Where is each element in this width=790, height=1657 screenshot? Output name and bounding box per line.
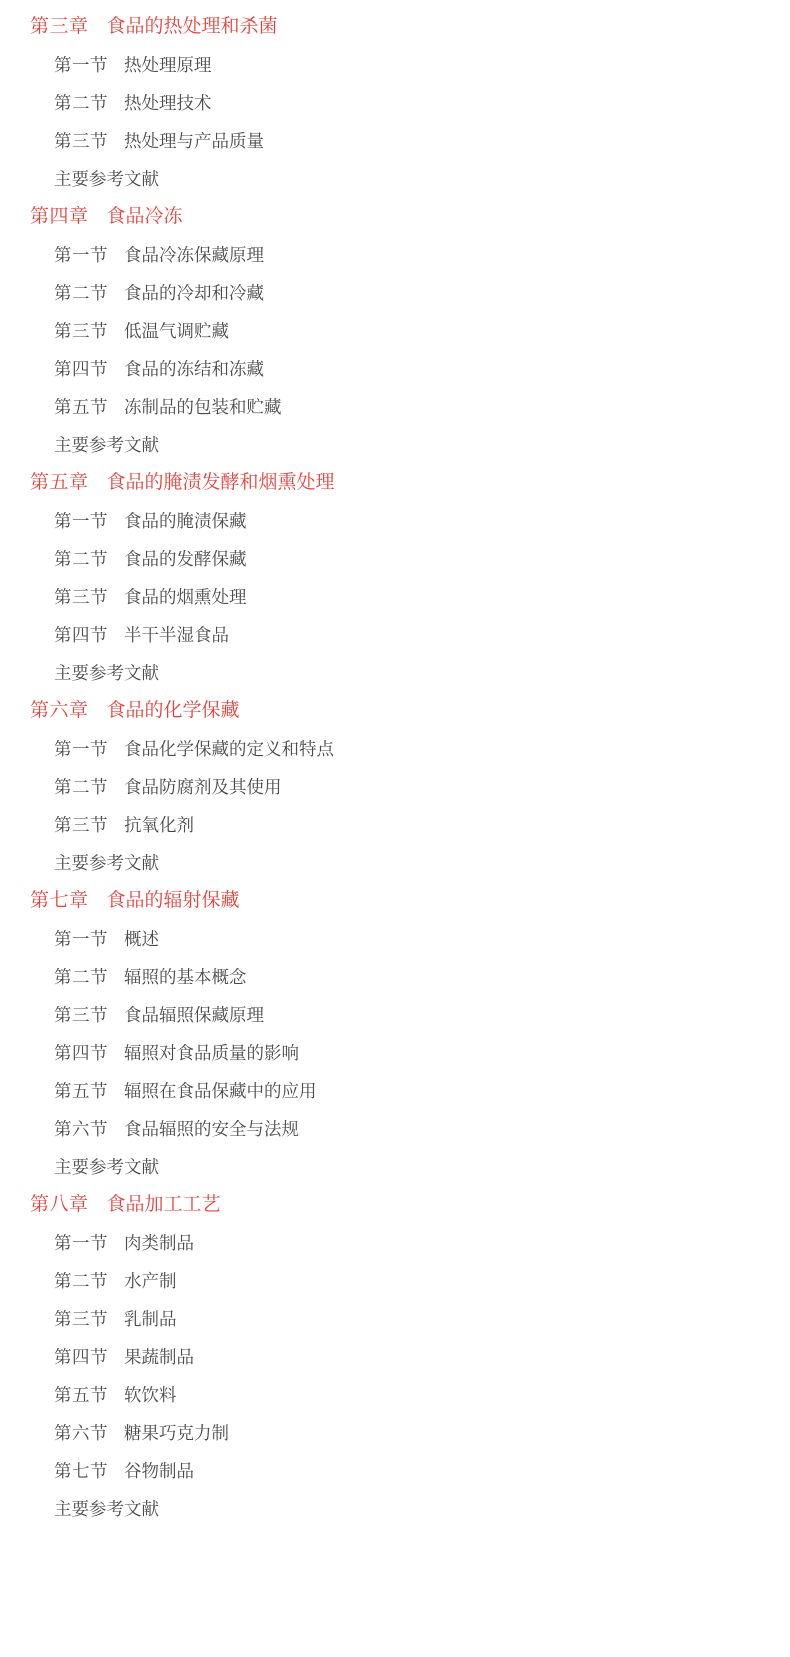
references-entry[interactable]: 主要参考文献 [54,853,159,873]
section-title-text: 糖果巧克力制 [124,1423,229,1443]
section-title-text: 食品的冻结和冻藏 [124,359,264,379]
chapter-heading[interactable] [0,692,790,730]
section-entry[interactable] [0,1224,790,1262]
section-entry[interactable] [0,312,790,350]
section-title-text: 低温气调贮藏 [124,321,229,341]
section-entry[interactable] [0,236,790,274]
chapter-title-text: 食品冷冻 [106,206,183,227]
section-number: 第五节 [54,1081,108,1101]
section-number: 第四节 [54,1347,108,1367]
section-number: 第四节 [54,359,108,379]
section-number: 第一节 [54,511,108,531]
section-entry[interactable] [0,1034,790,1072]
section-number: 第一节 [54,929,108,949]
section-entry[interactable] [0,1300,790,1338]
chapter-block [0,1186,790,1528]
section-title-text: 谷物制品 [124,1461,194,1481]
section-title-text: 食品辐照保藏原理 [124,1005,264,1025]
section-title-text: 果蔬制品 [124,1347,194,1367]
section-entry[interactable] [0,350,790,388]
section-number: 第一节 [54,245,108,265]
chapter-title-text: 食品加工工艺 [106,1194,221,1215]
chapter-title-text: 食品的腌渍发酵和烟熏处理 [106,472,335,493]
section-title-text: 食品的发酵保藏 [124,549,247,569]
section-title-text: 食品化学保藏的定义和特点 [124,739,334,759]
section-number: 第一节 [54,1233,108,1253]
chapter-number: 第七章 [30,890,89,911]
section-entry[interactable] [0,920,790,958]
section-number: 第三节 [54,587,108,607]
section-entry[interactable] [0,996,790,1034]
section-entry[interactable] [0,1262,790,1300]
references-entry[interactable]: 主要参考文献 [54,435,159,455]
references-entry[interactable]: 主要参考文献 [54,169,159,189]
section-title-text: 食品防腐剂及其使用 [124,777,282,797]
section-number: 第三节 [54,1005,108,1025]
section-title-text: 半干半湿食品 [124,625,229,645]
section-number: 第六节 [54,1423,108,1443]
section-title-text: 热处理与产品质量 [124,131,264,151]
section-title-text: 水产制 [124,1271,177,1291]
chapter-number: 第三章 [30,16,89,37]
chapter-block [0,464,790,692]
section-number: 第二节 [54,549,108,569]
chapter-title-text: 食品的化学保藏 [106,700,240,721]
section-title-text: 辐照在食品保藏中的应用 [124,1081,317,1101]
section-entry[interactable] [0,1072,790,1110]
section-entry[interactable] [0,1414,790,1452]
section-entry[interactable] [0,730,790,768]
section-entry[interactable] [0,46,790,84]
section-number: 第二节 [54,1271,108,1291]
section-entry[interactable] [0,502,790,540]
section-number: 第一节 [54,739,108,759]
section-number: 第四节 [54,1043,108,1063]
section-title-text: 概述 [124,929,159,949]
chapter-heading[interactable] [0,198,790,236]
section-number: 第七节 [54,1461,108,1481]
chapter-number: 第五章 [30,472,89,493]
section-number: 第三节 [54,321,108,341]
section-number: 第二节 [54,93,108,113]
chapter-title-text: 食品的辐射保藏 [106,890,240,911]
section-entry[interactable] [0,84,790,122]
references-entry[interactable]: 主要参考文献 [54,1157,159,1177]
chapter-block [0,882,790,1186]
section-entry[interactable] [0,1376,790,1414]
chapter-heading[interactable] [0,464,790,502]
chapter-heading[interactable] [0,882,790,920]
chapter-block [0,692,790,882]
section-number: 第三节 [54,815,108,835]
section-entry[interactable] [0,388,790,426]
section-number: 第五节 [54,397,108,417]
section-entry[interactable] [0,1110,790,1148]
section-title-text: 热处理技术 [124,93,212,113]
chapter-block [0,8,790,198]
section-title-text: 软饮料 [124,1385,177,1405]
section-number: 第三节 [54,1309,108,1329]
section-title-text: 食品的冷却和冷藏 [124,283,264,303]
section-number: 第六节 [54,1119,108,1139]
section-entry[interactable] [0,958,790,996]
references-entry[interactable]: 主要参考文献 [54,663,159,683]
section-number: 第一节 [54,55,108,75]
section-entry[interactable] [0,806,790,844]
section-entry[interactable] [0,616,790,654]
section-entry[interactable] [0,768,790,806]
section-number: 第二节 [54,967,108,987]
section-number: 第三节 [54,131,108,151]
section-title-text: 辐照对食品质量的影响 [124,1043,299,1063]
section-entry[interactable] [0,1452,790,1490]
section-title-text: 乳制品 [124,1309,177,1329]
section-number: 第二节 [54,777,108,797]
chapter-number: 第八章 [30,1194,89,1215]
chapter-heading[interactable] [0,8,790,46]
section-title-text: 食品的腌渍保藏 [124,511,247,531]
section-title-text: 冻制品的包装和贮藏 [124,397,282,417]
chapter-heading[interactable] [0,1186,790,1224]
chapter-block [0,198,790,464]
section-title-text: 肉类制品 [124,1233,194,1253]
section-entry[interactable] [0,274,790,312]
section-entry[interactable] [0,122,790,160]
section-entry[interactable] [0,1338,790,1376]
section-entry[interactable] [0,540,790,578]
section-title-text: 食品冷冻保藏原理 [124,245,264,265]
section-title-text: 食品辐照的安全与法规 [124,1119,299,1139]
section-number: 第二节 [54,283,108,303]
section-entry[interactable] [0,578,790,616]
chapter-title-text: 食品的热处理和杀菌 [106,16,278,37]
section-title-text: 热处理原理 [124,55,212,75]
section-title-text: 抗氧化剂 [124,815,194,835]
references-entry[interactable]: 主要参考文献 [54,1499,159,1519]
chapter-number: 第六章 [30,700,89,721]
section-title-text: 辐照的基本概念 [124,967,247,987]
chapter-number: 第四章 [30,206,89,227]
section-number: 第五节 [54,1385,108,1405]
section-number: 第四节 [54,625,108,645]
section-title-text: 食品的烟熏处理 [124,587,247,607]
